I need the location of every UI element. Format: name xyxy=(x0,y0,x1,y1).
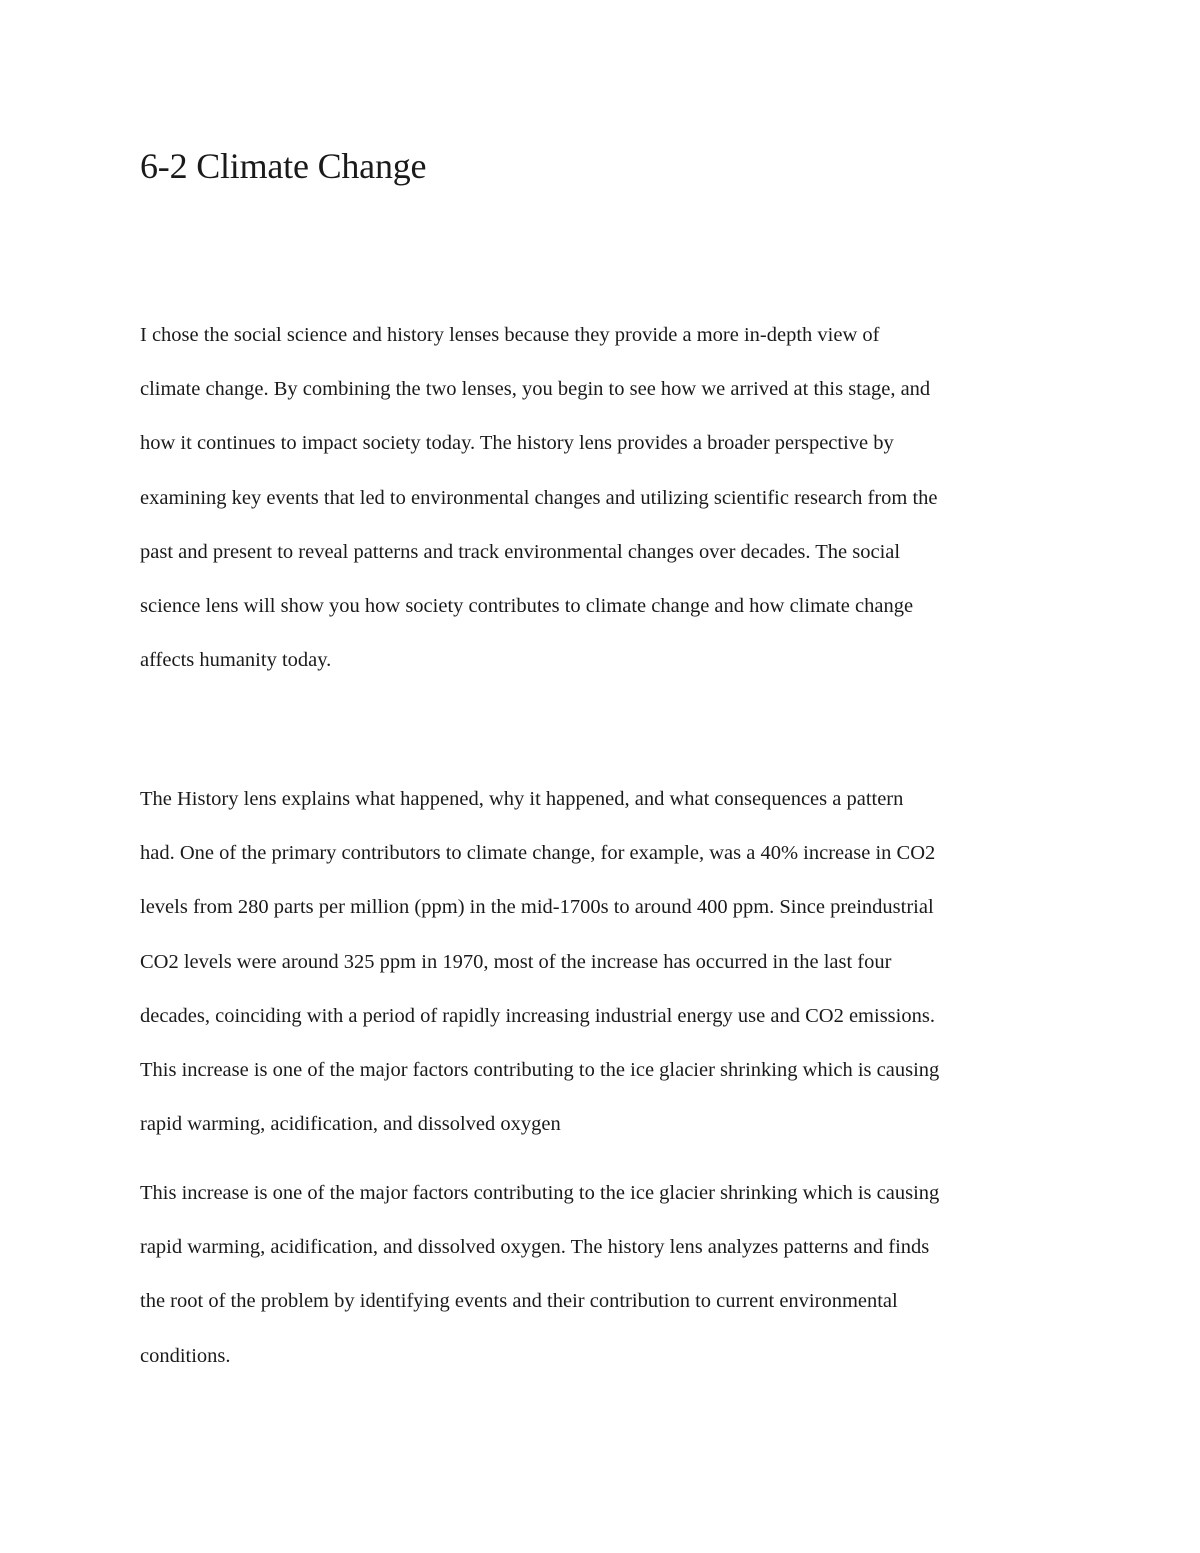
paragraph-line: how it continues to impact society today. The history lens provides a broader perspective by xyxy=(140,432,894,455)
paragraph-line: rapid warming, acidification, and dissolved oxygen. The history lens analyzes patterns and finds xyxy=(140,1236,930,1259)
paragraph-history-lens xyxy=(140,772,1062,1151)
document-title: 6-2 Climate Change xyxy=(140,146,427,186)
paragraph-line: This increase is one of the major factors contributing to the ice glacier shrinking which is causing xyxy=(140,1182,940,1204)
paragraph-line: had. One of the primary contributors to climate change, for example, was a 40% increase in CO2 xyxy=(140,842,936,865)
paragraph-line: science lens will show you how society contributes to climate change and how climate change xyxy=(140,595,914,618)
paragraph-line: affects humanity today. xyxy=(140,649,332,672)
paragraph-line: CO2 levels were around 325 ppm in 1970, most of the increase has occurred in the last four xyxy=(140,950,892,973)
paragraph-line: conditions. xyxy=(140,1344,231,1367)
paragraph-line: past and present to reveal patterns and track environmental changes over decades. The social xyxy=(140,540,901,563)
paragraph-line: decades, coinciding with a period of rapidly increasing industrial energy use and CO2 emissions. xyxy=(140,1004,935,1027)
paragraph-line: the root of the problem by identifying events and their contribution to current environmental xyxy=(140,1290,898,1313)
paragraph-line: rapid warming, acidification, and dissolved oxygen xyxy=(140,1113,561,1136)
paragraph-line: The History lens explains what happened, why it happened, and what consequences a pattern xyxy=(140,788,904,810)
paragraph-lenses-intro xyxy=(140,308,1062,687)
paragraph-line: examining key events that led to environmental changes and utilizing scientific research from the xyxy=(140,486,938,509)
paragraph-line: I chose the social science and history lenses because they provide a more in-depth view of xyxy=(140,324,880,346)
paragraph-line: levels from 280 parts per million (ppm) in the mid-1700s to around 400 ppm. Since preindustrial xyxy=(140,896,934,919)
paragraph-line: climate change. By combining the two lenses, you begin to see how we arrived at this stage, and xyxy=(140,378,931,401)
paragraph-line: This increase is one of the major factors contributing to the ice glacier shrinking which is causing xyxy=(140,1059,940,1082)
paragraph-history-analysis xyxy=(140,1166,1062,1383)
